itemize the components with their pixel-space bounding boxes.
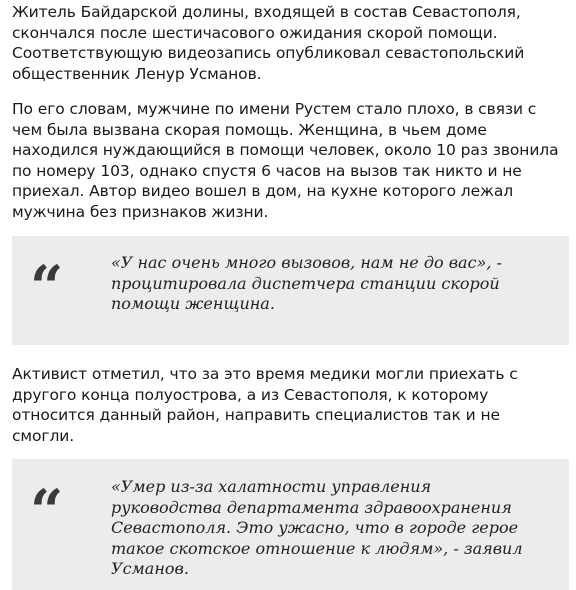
paragraph: Житель Байдарской долины, входящей в состав Севастополя, скончался после шестичасового ожидания скорой помощи. Соответствующую видеозапись опубликовал севастопольский общественник Ленур Усманов. <box>12 3 525 83</box>
quote-text: «У нас очень много вызовов, нам не до вас», - процитировала диспетчера станции скорой помощи женщина. <box>111 253 502 313</box>
quote-mark-icon: “ <box>30 477 64 545</box>
paragraph: По его словам, мужчине по имени Рустем стало плохо, в связи с чем была вызвана скорая помощь. Женщина, в чьем доме находился нуждающийся в помощи человек, около 10 раз звонила по номеру 103, однако спустя 6 часов на вызов так никто и не приехал. Автор видео вошел в дом, на кухне которого лежал мужчина без признаков жизни. <box>12 100 559 221</box>
quote-text: «Умер из-за халатности управления руководства департамента здравоохранения Севастополя. Это ужасно, что в городе герое такое скотское отношение к людям», - заявил Усманов. <box>111 477 523 578</box>
blockquote <box>12 236 569 345</box>
paragraph: Активист отметил, что за это время медики могли приехать с другого конца полуострова, а из Севастополя, к которому относится данный район, направить специалистов так и не смогли. <box>12 365 518 445</box>
blockquote <box>12 459 569 590</box>
quote-mark-icon: “ <box>30 253 64 321</box>
